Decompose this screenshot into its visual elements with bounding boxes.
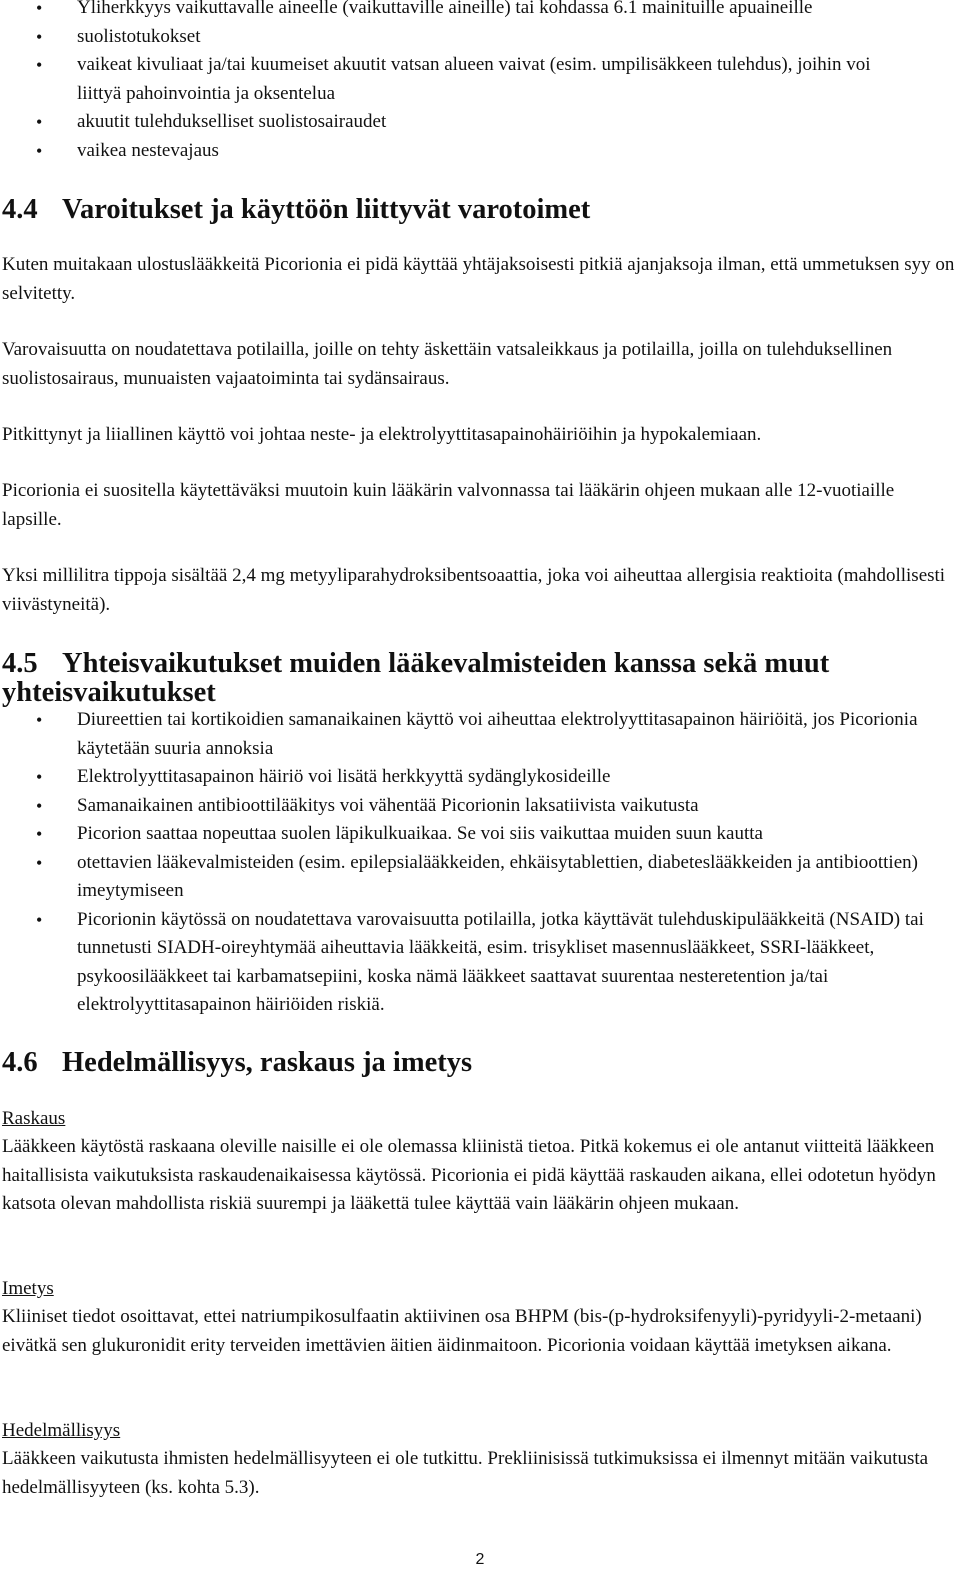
paragraph: Picorionia ei suositella käytettäväksi muutoin kuin lääkärin valvonnassa tai lääkärin ohjeen mukaan alle 12-vuotiaille lapsille. — [2, 480, 895, 530]
list-item: • Samanaikainen antibioottilääkitys voi vähentää Picorionin laksatiivista vaikutusta — [2, 792, 956, 821]
paragraph: Lääkkeen vaikutusta ihmisten hedelmällisyyteen ei ole tutkittu. Prekliinisissä tutkimuksissa ei ilmennyt mitään vaikutusta hedelmällisyyteen (ks. kohta 5.3). — [2, 1448, 929, 1498]
section-number: 4.4 — [2, 194, 38, 225]
list-item: • Diureettien tai kortikoidien samanaikainen käyttö voi aiheuttaa elektrolyyttitasapainon häiriöitä, jos Picorionia käytetään suuria annoksia — [2, 706, 956, 763]
list-item: • suolistotukokset — [2, 23, 956, 52]
section-number: 4.6 — [2, 1047, 38, 1078]
paragraph: Lääkkeen käytöstä raskaana oleville naisille ei ole olemassa kliinistä tietoa. Pitkä kokemus ei ole antanut viitteitä lääkkeen haitallisista vaikutuksista raskaudenaikaisessa käytössä. Picorionia ei pidä käyttää raskauden aikana, ellei odotetun hyödyn katsota olevan mahdollista riskiä suurempi ja lääkettä tulee käyttää vain lääkärin ohjeen mukaan. — [2, 1136, 936, 1214]
section-number: 4.5 — [2, 648, 38, 679]
list-item: • Yliherkkyys vaikuttavalle aineelle (vaikuttaville aineille) tai kohdassa 6.1 mainituille apuaineille — [2, 0, 956, 23]
list-item: • Picorionin käytössä on noudatettava varovaisuutta potilailla, jotka käyttävät tulehduskipulääkkeitä (NSAID) tai tunnetusti SIADH-oireyhtymää aiheuttavia lääkkeitä, esim. trisykliset masennuslääkkeet, SSRI-lääkkeet, psykoosilääkkeet tai karbamatsepiini, koska nämä lääkkeet saattavat suurentaa nesteretention ja/tai elektrolyyttitasapainon häiriöiden riskiä. — [2, 906, 956, 1020]
section-4-5-heading — [2, 650, 956, 707]
list-item: • vaikeat kivuliaat ja/tai kuumeiset akuutit vatsan alueen vaivat (esim. umpilisäkkeen tulehdus), joihin voi liittyä pahoinvointia ja oksentelua — [2, 51, 956, 108]
section-4-6-heading — [2, 1049, 956, 1078]
imetys-subheading: Imetys — [2, 1278, 54, 1299]
paragraph: Varovaisuutta on noudatettava potilailla, joille on tehty äskettäin vatsaleikkaus ja potilailla, joilla on tulehduksellinen suolistosairaus, munuaisten vajaatoiminta tai sydänsairaus. — [2, 339, 893, 389]
section-title: Hedelmällisyys, raskaus ja imetys — [62, 1047, 473, 1078]
contraindication-list — [2, 0, 956, 165]
list-item: • Elektrolyyttitasapainon häiriö voi lisätä herkkyyttä sydänglykosideille — [2, 763, 956, 792]
section-title: Varoitukset ja käyttöön liittyvät varotoimet — [62, 194, 591, 225]
hedelmallisyys-subheading: Hedelmällisyys — [2, 1420, 121, 1441]
paragraph: Yksi millilitra tippoja sisältää 2,4 mg metyyliparahydroksibentsoaattia, joka voi aiheuttaa allergisia reaktioita (mahdollisesti viivästyneitä). — [2, 565, 946, 615]
list-item: • vaikea nestevajaus — [2, 137, 956, 166]
interaction-list — [2, 706, 956, 1020]
section-title: Yhteisvaikutukset muiden lääkevalmisteiden kanssa sekä muut yhteisvaikutukset — [2, 648, 830, 708]
list-item: • otettavien lääkevalmisteiden (esim. epilepsialääkkeiden, ehkäisytablettien, diabeteslääkkeiden ja antibioottien) imeytymiseen — [2, 849, 956, 906]
section-4-4-heading — [2, 196, 956, 225]
page-number: 2 — [475, 1551, 485, 1568]
raskaus-subheading: Raskaus — [2, 1108, 66, 1129]
list-item: • akuutit tulehdukselliset suolistosairaudet — [2, 108, 956, 137]
list-item: • Picorion saattaa nopeuttaa suolen läpikulkuaikaa. Se voi siis vaikuttaa muiden suun kautta — [2, 820, 956, 849]
paragraph: Kuten muitakaan ulostuslääkkeitä Picorionia ei pidä käyttää yhtäjaksoisesti pitkiä ajanjaksoja ilman, että ummetuksen syy on selvitetty. — [2, 254, 955, 304]
paragraph: Kliiniset tiedot osoittavat, ettei natriumpikosulfaatin aktiivinen osa BHPM (bis-(p-hydroksifenyyli)-pyridyyli-2-metaani) eivätkä sen glukuronidit erity terveiden imettävien äitien äidinmaitoon. Picorionia voidaan käyttää imetyksen aikana. — [2, 1306, 922, 1356]
paragraph: Pitkittynyt ja liiallinen käyttö voi johtaa neste- ja elektrolyyttitasapainohäiriöihin ja hypokalemiaan. — [2, 424, 762, 445]
